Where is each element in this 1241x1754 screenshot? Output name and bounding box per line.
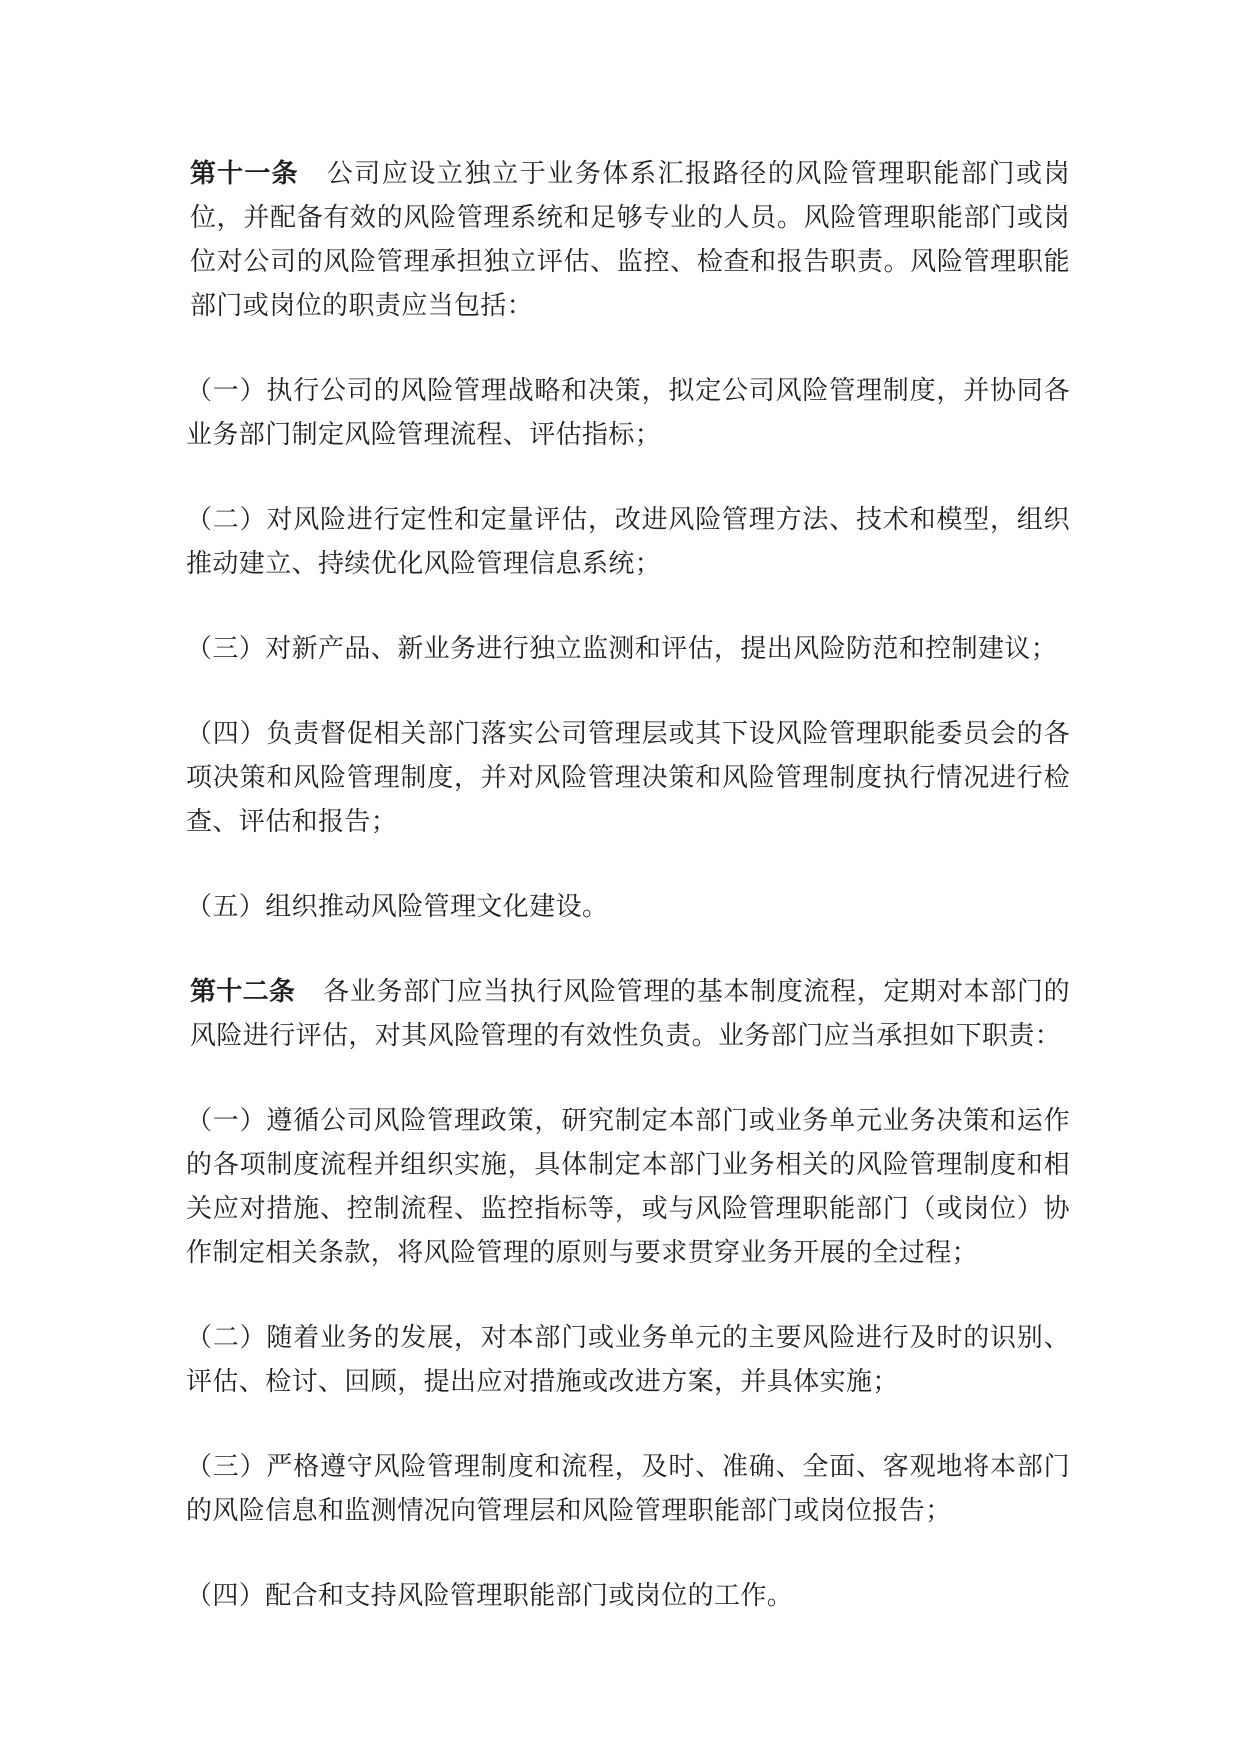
article-11-item-3: （三）对新产品、新业务进行独立监测和评估，提出风险防范和控制建议；	[186, 634, 1058, 664]
article-11-item-1: （一）执行公司的风险管理战略和决策，拟定公司风险管理制度，并协同各业务部门制定风险管理流程、评估指标；	[186, 376, 1070, 450]
article-11-number: 第十一条	[190, 159, 299, 189]
article-11-paragraph	[190, 152, 1070, 328]
article-11-item-4: （四）负责督促相关部门落实公司管理层或其下设风险管理职能委员会的各项决策和风险管理制度，并对风险管理决策和风险管理制度执行情况进行检查、评估和报告；	[186, 719, 1070, 837]
article-11-item-5: （五）组织推动风险管理文化建设。	[186, 892, 609, 922]
article-12-text: 各业务部门应当执行风险管理的基本制度流程，定期对本部门的风险进行评估，对其风险管理的有效性负责。业务部门应当承担如下职责：	[190, 977, 1070, 1051]
article-12-item-1: （一）遵循公司风险管理政策，研究制定本部门或业务单元业务决策和运作的各项制度流程并组织实施，具体制定本部门业务相关的风险管理制度和相关应对措施、控制流程、监控指标等，或与风险管理职能部门（或岗位）协作制定相关条款，将风险管理的原则与要求贯穿业务开展的全过程；	[186, 1106, 1070, 1268]
article-12-item-3: （三）严格遵守风险管理制度和流程，及时、准确、全面、客观地将本部门的风险信息和监测情况向管理层和风险管理职能部门或岗位报告；	[186, 1452, 1070, 1526]
article-11-item-2: （二）对风险进行定性和定量评估，改进风险管理方法、技术和模型，组织推动建立、持续优化风险管理信息系统；	[186, 505, 1070, 579]
article-12-item-4: （四）配合和支持风险管理职能部门或岗位的工作。	[186, 1581, 794, 1611]
article-11-text: 公司应设立独立于业务体系汇报路径的风险管理职能部门或岗位，并配备有效的风险管理系统和足够专业的人员。风险管理职能部门或岗位对公司的风险管理承担独立评估、监控、检查和报告职责。风险管理职能部门或岗位的职责应当包括：	[190, 159, 1070, 321]
article-12-item-2: （二）随着业务的发展，对本部门或业务单元的主要风险进行及时的识别、评估、检讨、回顾，提出应对措施或改进方案，并具体实施；	[186, 1323, 1070, 1397]
article-12-number: 第十二条	[190, 977, 296, 1007]
article-12-paragraph	[190, 970, 1070, 1058]
document-page	[186, 152, 1070, 1659]
